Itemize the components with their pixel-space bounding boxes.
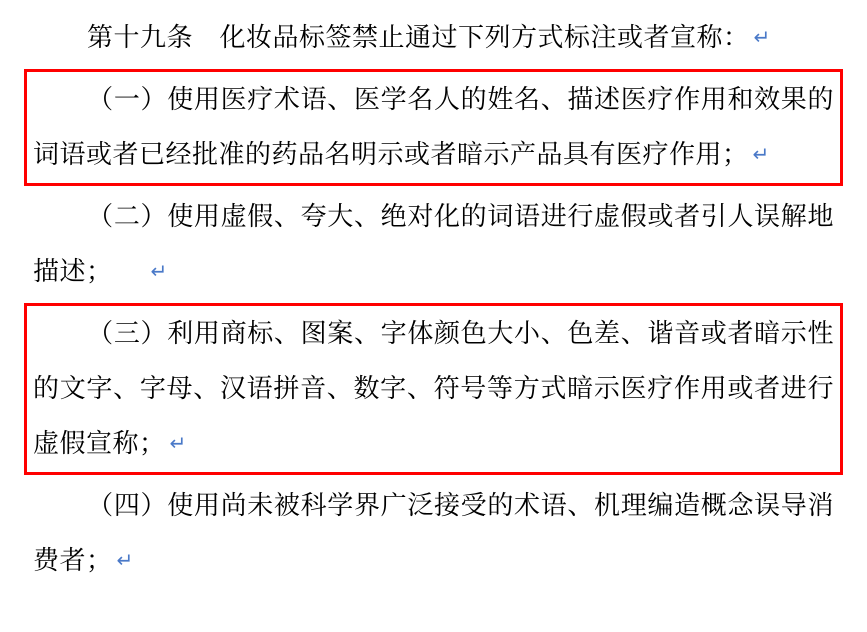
paragraph-mark-icon: ↵ — [752, 144, 770, 166]
paragraph-item-2 — [24, 189, 843, 300]
paragraph-item-1 — [24, 69, 843, 186]
paragraph-article-title — [24, 10, 843, 66]
paragraph-mark-icon: ↵ — [753, 27, 771, 49]
paragraph-text: （一）使用医疗术语、医学名人的姓名、描述医疗作用和效果的词语或者已经批准的药品名明示或者暗示产品具有医疗作用； — [33, 84, 834, 169]
paragraph-text: （二）使用虚假、夸大、绝对化的词语进行虚假或者引人误解地描述； — [33, 201, 834, 286]
paragraph-item-3 — [24, 303, 843, 475]
paragraph-text: 第十九条 化妆品标签禁止通过下列方式标注或者宣称： — [87, 22, 750, 52]
paragraph-mark-icon: ↵ — [116, 550, 134, 572]
paragraph-mark-icon: ↵ — [169, 433, 187, 455]
paragraph-item-4 — [24, 478, 843, 589]
paragraph-text: （四）使用尚未被科学界广泛接受的术语、机理编造概念误导消费者； — [33, 490, 834, 575]
paragraph-text: （三）利用商标、图案、字体颜色大小、色差、谐音或者暗示性的文字、字母、汉语拼音、数字、符号等方式暗示医疗作用或者进行虚假宣称； — [33, 318, 834, 458]
paragraph-mark-icon: ↵ — [150, 261, 168, 283]
